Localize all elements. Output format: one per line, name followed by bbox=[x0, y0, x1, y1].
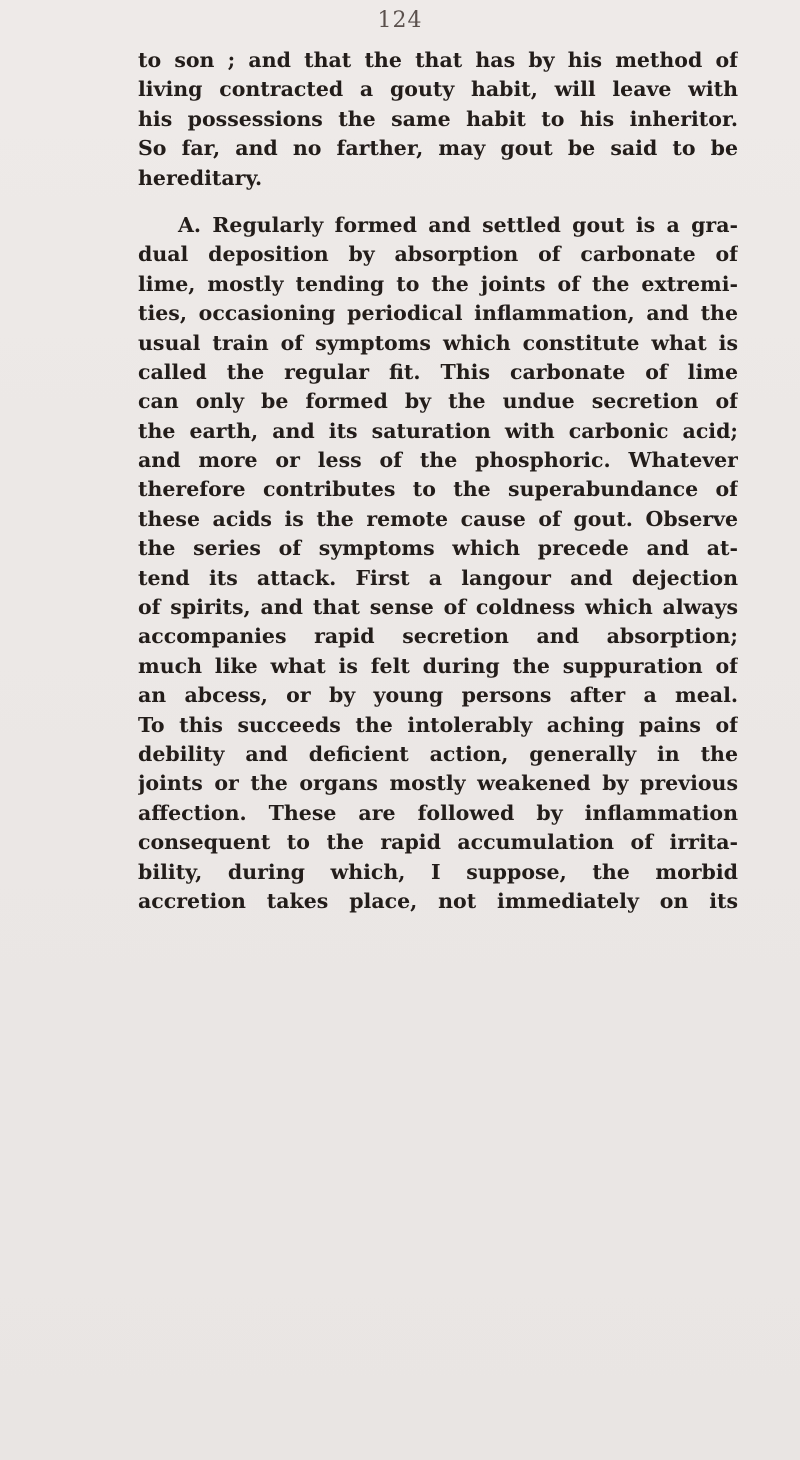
text-line: bility, during which, I suppose, the morbid bbox=[138, 859, 738, 884]
text-line: joints or the organs mostly weakened by previous bbox=[138, 771, 738, 796]
text-line: hereditary. bbox=[138, 165, 263, 190]
text-line: an abcess, or by young persons after a meal. bbox=[138, 683, 738, 708]
text-line: ties, occasioning periodical inflammation, and the bbox=[138, 301, 738, 326]
paragraph-gap bbox=[138, 193, 738, 211]
text-line: accompanies rapid secretion and absorption; bbox=[138, 624, 738, 649]
text-line: can only be formed by the undue secretion of bbox=[138, 389, 738, 414]
text-line: tend its attack. First a langour and dejection bbox=[138, 565, 738, 590]
text-line: living contracted a gouty habit, will leave with bbox=[138, 77, 738, 102]
text-line: consequent to the rapid accumulation of irrita- bbox=[138, 830, 738, 855]
text-line: So far, and no farther, may gout be said to be bbox=[138, 136, 738, 161]
text-line: called the regular fit. This carbonate of lime bbox=[138, 359, 738, 384]
text-line: debility and deficient action, generally in the bbox=[138, 741, 738, 766]
text-line: the series of symptoms which precede and at- bbox=[138, 536, 738, 561]
text-line: A. Regularly formed and settled gout is a gra- bbox=[178, 212, 738, 237]
text-line: affection. These are followed by inflammation bbox=[138, 800, 738, 825]
text-line: therefore contributes to the superabundance of bbox=[138, 477, 738, 502]
text-line: his possessions the same habit to his inheritor. bbox=[138, 106, 738, 131]
text-line: much like what is felt during the suppuration of bbox=[138, 653, 738, 678]
text-line: and more or less of the phosphoric. Whatever bbox=[138, 448, 738, 473]
text-line: to son ; and that the that has by his method of bbox=[138, 48, 738, 72]
text-line: of spirits, and that sense of coldness which always bbox=[138, 595, 738, 620]
text-line: usual train of symptoms which constitute what is bbox=[138, 330, 738, 355]
text-line: the earth, and its saturation with carbonic acid; bbox=[138, 418, 738, 443]
text-line: dual deposition by absorption of carbonate of bbox=[138, 242, 738, 267]
page-number: 124 bbox=[377, 8, 423, 33]
text-line: To this succeeds the intolerably aching pains of bbox=[138, 712, 738, 737]
text-line: lime, mostly tending to the joints of the extremi- bbox=[138, 271, 738, 296]
text-line: these acids is the remote cause of gout. Observe bbox=[138, 506, 738, 531]
text-line: accretion takes place, not immediately on its bbox=[138, 888, 738, 913]
body-text bbox=[138, 46, 738, 916]
